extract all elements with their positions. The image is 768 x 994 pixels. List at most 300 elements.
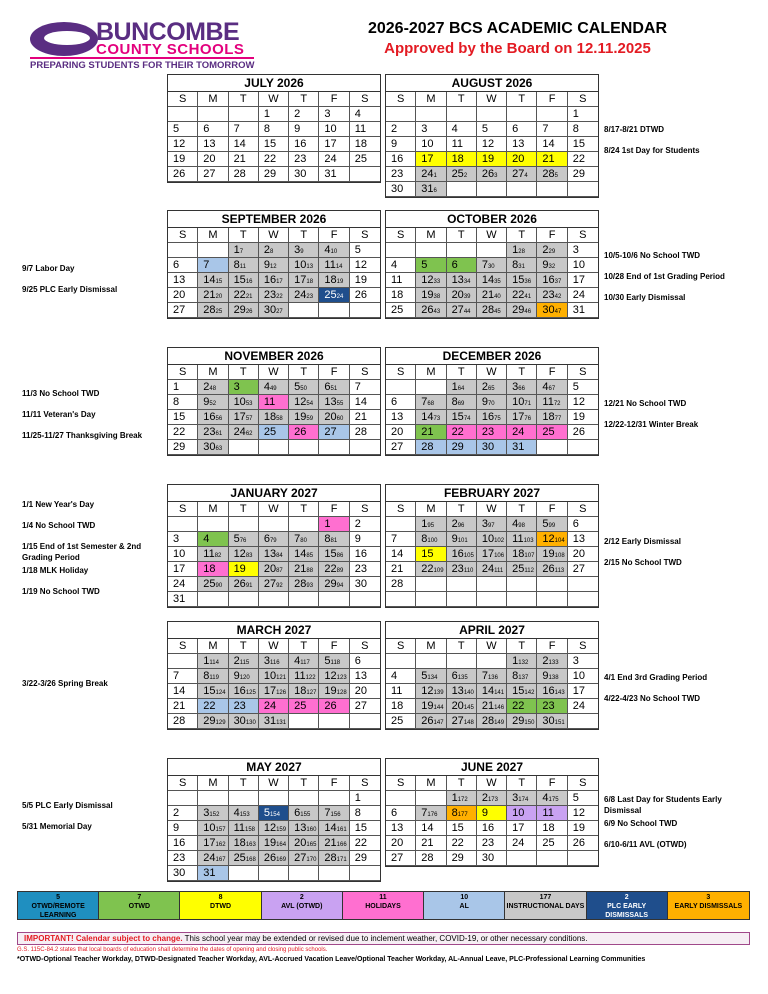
day-cell: 29 [447, 440, 477, 455]
day-cell [229, 791, 259, 806]
day-cell: 27 [350, 699, 380, 714]
day-cell: 5 [416, 258, 446, 273]
legend-item [18, 892, 99, 919]
day-cell: 23 [477, 836, 507, 851]
instructional-day-count: 163 [245, 842, 256, 848]
day-cell [229, 107, 259, 122]
weekday-header: S [350, 228, 380, 243]
day-cell: 1384 [259, 547, 289, 562]
instructional-day-count: 61 [215, 431, 223, 437]
day-cell: 5 [568, 380, 598, 395]
weekday-header: T [229, 92, 259, 107]
calendar-note: 6/10-6/11 AVL (OTWD) [604, 840, 687, 849]
weekday-header: S [350, 776, 380, 791]
day-cell [447, 592, 477, 607]
instructional-day-count: 157 [215, 827, 226, 833]
month-name: SEPTEMBER 2026 [168, 211, 380, 228]
day-cell [447, 107, 477, 122]
instructional-day-count: 74 [463, 416, 471, 422]
day-cell [537, 440, 567, 455]
day-cell: 1757 [229, 410, 259, 425]
day-cell: 6 [386, 806, 416, 821]
day-cell: 21 [386, 562, 416, 577]
weekday-header: T [229, 502, 259, 517]
day-cell: 1516 [229, 273, 259, 288]
day-cell: 27 [319, 425, 349, 440]
logo-subname: COUNTY SCHOOLS [96, 41, 245, 58]
month-calendar [385, 758, 599, 867]
day-cell: 1536 [507, 273, 537, 288]
day-cell: 599 [537, 517, 567, 532]
instructional-day-count: 142 [524, 690, 535, 696]
day-cell: 1435 [477, 273, 507, 288]
instructional-day-count: 128 [336, 690, 347, 696]
instructional-day-count: 94 [336, 583, 344, 589]
instructional-day-count: 5 [554, 173, 559, 179]
month-name: NOVEMBER 2026 [168, 348, 380, 365]
instructional-day-count: 96 [457, 523, 465, 529]
day-cell: 2039 [447, 288, 477, 303]
day-cell: 12123 [319, 669, 349, 684]
day-cell: 679 [259, 532, 289, 547]
day-cell: 28 [416, 440, 446, 455]
calendar-note: 5/5 PLC Early Dismissal [22, 801, 113, 810]
day-cell: 9120 [229, 669, 259, 684]
instructional-day-count: 101 [457, 538, 468, 544]
day-cell: 24 [507, 425, 537, 440]
legend-label: EARLY DISMISSALS [674, 903, 743, 910]
day-cell: 21 [168, 699, 198, 714]
instructional-day-count: 1 [433, 173, 437, 179]
weekday-header: T [507, 502, 537, 517]
day-cell: 1 [319, 517, 349, 532]
legend-count: 11 [379, 894, 387, 901]
instructional-day-count: 32 [548, 264, 556, 270]
instructional-day-count: 84 [276, 553, 283, 559]
instructional-day-count: 58 [276, 416, 283, 422]
day-cell: 2060 [319, 410, 349, 425]
legend-label: AL [459, 903, 469, 910]
day-cell: 11 [447, 137, 477, 152]
day-cell: 25112 [507, 562, 537, 577]
instructional-day-count: 147 [433, 720, 444, 726]
instructional-day-count: 28 [518, 249, 525, 255]
day-cell: 26 [568, 836, 598, 851]
weekday-header: T [229, 639, 259, 654]
day-cell: 11 [350, 122, 380, 137]
day-cell: 3 [416, 122, 446, 137]
day-cell: 26 [168, 167, 198, 182]
instructional-day-count: 109 [433, 568, 444, 574]
day-cell [168, 517, 198, 532]
day-cell: 7 [386, 532, 416, 547]
day-cell: 23110 [447, 562, 477, 577]
day-cell: 22 [447, 836, 477, 851]
day-cell: 29 [168, 440, 198, 455]
day-cell: 811 [229, 258, 259, 273]
day-cell: 31131 [259, 714, 289, 729]
day-cell: 29129 [198, 714, 228, 729]
day-cell: 831 [507, 258, 537, 273]
day-cell [168, 107, 198, 122]
instructional-day-count: 76 [524, 416, 532, 422]
weekday-header: M [198, 776, 228, 791]
weekday-header: S [568, 639, 598, 654]
day-cell: 1485 [289, 547, 319, 562]
instructional-day-count: 131 [276, 720, 287, 726]
calendar-note: 10/28 End of 1st Grading Period [604, 272, 725, 281]
instructional-day-count: 90 [215, 583, 223, 589]
day-cell: 26 [568, 425, 598, 440]
day-cell: 22 [507, 699, 537, 714]
instructional-day-count: 11 [239, 264, 246, 270]
day-cell: 31 [319, 167, 349, 182]
month-calendar [385, 210, 599, 319]
day-cell: 22 [259, 152, 289, 167]
day-cell: 1114 [198, 654, 228, 669]
day-cell: 9 [168, 821, 198, 836]
instructional-day-count: 20 [215, 294, 223, 300]
day-cell [319, 791, 349, 806]
day-cell: 3152 [198, 806, 228, 821]
day-cell: 23 [537, 699, 567, 714]
day-cell: 18 [447, 152, 477, 167]
day-cell: 296 [447, 517, 477, 532]
instructional-day-count: 118 [330, 660, 341, 666]
month-name: FEBRUARY 2027 [386, 485, 598, 502]
month-calendar [167, 74, 381, 183]
instructional-day-count: 155 [300, 812, 311, 818]
month-calendar [385, 484, 599, 608]
calendar-note: 8/17-8/21 DTWD [604, 125, 665, 134]
day-cell: 29 [350, 851, 380, 866]
day-cell: 2590 [198, 577, 228, 592]
month-name: MAY 2027 [168, 759, 380, 776]
weekday-header: T [289, 776, 319, 791]
day-cell: 18163 [229, 836, 259, 851]
day-cell: 1254 [289, 395, 319, 410]
day-cell: 9 [289, 122, 319, 137]
day-cell: 26113 [537, 562, 567, 577]
calendar-note: 1/19 No School TWD [22, 587, 100, 596]
day-cell: 1718 [289, 273, 319, 288]
day-cell: 25 [289, 699, 319, 714]
day-cell: 25 [350, 152, 380, 167]
instructional-day-count: 146 [494, 705, 505, 711]
day-cell: 30 [289, 167, 319, 182]
day-cell: 30 [477, 440, 507, 455]
day-cell: 128 [507, 243, 537, 258]
day-cell [350, 592, 380, 607]
instructional-day-count: 24 [336, 294, 344, 300]
weekday-header: S [568, 502, 598, 517]
weekday-header: T [507, 228, 537, 243]
weekday-header: S [350, 639, 380, 654]
weekday-header: T [229, 228, 259, 243]
day-cell: 7 [168, 669, 198, 684]
calendar-note: 9/7 Labor Day [22, 264, 75, 273]
instructional-day-count: 111 [494, 568, 504, 574]
day-cell [386, 107, 416, 122]
day-cell: 6 [386, 395, 416, 410]
day-cell [416, 380, 446, 395]
day-cell: 1415 [198, 273, 228, 288]
page-title: 2026-2027 BCS ACADEMIC CALENDAR [367, 20, 668, 37]
instructional-day-count: 93 [306, 583, 314, 589]
day-cell [350, 866, 380, 881]
day-cell: 21 [229, 152, 259, 167]
day-cell: 25 [259, 425, 289, 440]
day-cell: 2115 [229, 654, 259, 669]
day-cell: 15124 [198, 684, 228, 699]
weekday-header: W [259, 365, 289, 380]
day-cell [289, 440, 319, 455]
weekday-header: M [198, 228, 228, 243]
day-cell [259, 592, 289, 607]
day-cell: 4 [350, 107, 380, 122]
instructional-day-count: 171 [336, 857, 347, 863]
day-cell [477, 577, 507, 592]
day-cell: 2289 [319, 562, 349, 577]
weekday-header: W [477, 639, 507, 654]
day-cell: 14 [416, 821, 446, 836]
day-cell: 11 [259, 395, 289, 410]
day-cell: 1233 [416, 273, 446, 288]
day-cell: 1 [259, 107, 289, 122]
day-cell: 27 [198, 167, 228, 182]
weekday-header: M [198, 502, 228, 517]
weekday-header: M [416, 365, 446, 380]
weekday-header: M [198, 639, 228, 654]
day-cell: 30 [477, 851, 507, 866]
day-cell: 7 [350, 380, 380, 395]
day-cell: 13 [350, 669, 380, 684]
day-cell: 22 [168, 425, 198, 440]
weekday-header: F [319, 639, 349, 654]
calendar-note: 12/21 No School TWD [604, 399, 687, 408]
instructional-day-count: 23 [306, 294, 314, 300]
weekday-header: T [289, 365, 319, 380]
day-cell [168, 791, 198, 806]
weekday-header: S [168, 502, 198, 517]
weekday-header: S [386, 776, 416, 791]
day-cell: 2845 [477, 303, 507, 318]
day-cell: 10 [319, 122, 349, 137]
day-cell: 21 [416, 836, 446, 851]
day-cell [319, 714, 349, 729]
calendar-note: 2/15 No School TWD [604, 558, 682, 567]
day-cell: 11 [386, 273, 416, 288]
day-cell [537, 851, 567, 866]
day-cell: 23 [477, 425, 507, 440]
month-name: MARCH 2027 [168, 622, 380, 639]
day-cell: 5134 [416, 669, 446, 684]
day-cell: 3 [568, 654, 598, 669]
day-cell [416, 107, 446, 122]
weekday-header: S [168, 776, 198, 791]
day-cell: 17 [507, 821, 537, 836]
instructional-day-count: 56 [215, 416, 223, 422]
day-cell: 248 [198, 380, 228, 395]
instructional-day-count: 120 [239, 675, 250, 681]
weekday-header: S [350, 502, 380, 517]
day-cell: 12 [477, 137, 507, 152]
day-cell: 274 [507, 167, 537, 182]
day-cell: 780 [289, 532, 319, 547]
day-cell: 263 [477, 167, 507, 182]
instructional-day-count: 6 [433, 188, 437, 194]
day-cell: 27 [386, 440, 416, 455]
day-cell: 397 [477, 517, 507, 532]
day-cell: 17126 [259, 684, 289, 699]
weekday-header: T [229, 365, 259, 380]
day-cell: 18 [386, 288, 416, 303]
day-cell: 17 [319, 137, 349, 152]
calendar-note: 11/11 Veteran's Day [22, 410, 96, 419]
instructional-day-count: 159 [276, 827, 287, 833]
day-cell: 29 [259, 167, 289, 182]
day-cell: 7 [537, 122, 567, 137]
day-cell: 5 [350, 243, 380, 258]
day-cell: 2133 [537, 654, 567, 669]
instructional-day-count: 107 [524, 553, 535, 559]
weekday-header: T [289, 502, 319, 517]
day-cell: 229 [537, 243, 567, 258]
instructional-day-count: 82 [214, 553, 222, 559]
day-cell: 21 [350, 410, 380, 425]
day-cell: 1172 [447, 791, 477, 806]
instructional-day-count: 49 [269, 386, 277, 392]
instructional-day-count: 39 [463, 294, 471, 300]
instructional-day-count: 86 [336, 553, 344, 559]
day-cell: 13 [386, 821, 416, 836]
instructional-day-count: 62 [245, 431, 253, 437]
weekday-header: T [507, 639, 537, 654]
weekday-header: S [168, 92, 198, 107]
day-cell: 9101 [447, 532, 477, 547]
weekday-header: S [168, 639, 198, 654]
day-cell: 4 [198, 532, 228, 547]
day-cell [416, 577, 446, 592]
instructional-day-count: 136 [487, 675, 498, 681]
day-cell: 8137 [507, 669, 537, 684]
day-cell: 6 [350, 654, 380, 669]
day-cell: 3 [168, 532, 198, 547]
day-cell: 576 [229, 532, 259, 547]
day-cell: 8 [259, 122, 289, 137]
day-cell: 20 [386, 836, 416, 851]
day-cell: 25 [537, 425, 567, 440]
abbreviation-definitions: *OTWD-Optional Teacher Workday, DTWD-Designated Teacher Workday, AVL-Accrued Vacation Leave/Optional Teacher Workday, AL-Annual Leave, PLC-Professional Learning Communities [17, 956, 646, 963]
day-cell [289, 866, 319, 881]
weekday-header: S [568, 776, 598, 791]
weekday-header: T [507, 776, 537, 791]
day-cell [289, 714, 319, 729]
day-cell: 28171 [319, 851, 349, 866]
day-cell [386, 791, 416, 806]
day-cell: 366 [507, 380, 537, 395]
day-cell: 19108 [537, 547, 567, 562]
important-label: IMPORTANT! Calendar subject to change. [24, 934, 183, 943]
instructional-day-count: 165 [306, 842, 317, 848]
instructional-day-count: 15 [215, 279, 223, 285]
day-cell: 28 [386, 577, 416, 592]
day-cell: 9138 [537, 669, 567, 684]
legend-count: 3 [706, 894, 711, 901]
day-cell [319, 440, 349, 455]
instructional-day-count: 134 [427, 675, 438, 681]
weekday-header: T [447, 92, 477, 107]
day-cell: 28 [350, 425, 380, 440]
day-cell: 16 [350, 547, 380, 562]
instructional-day-count: 151 [554, 720, 565, 726]
day-cell: 23 [289, 152, 319, 167]
day-cell [350, 303, 380, 318]
legend-item [587, 892, 668, 919]
instructional-day-count: 156 [330, 812, 341, 818]
instructional-day-count: 9 [300, 249, 304, 255]
day-cell: 12 [168, 137, 198, 152]
day-cell: 3 [319, 107, 349, 122]
instructional-day-count: 160 [306, 827, 317, 833]
instructional-day-count: 2 [463, 173, 468, 179]
day-cell: 5 [568, 791, 598, 806]
day-cell: 10 [168, 547, 198, 562]
day-cell: 8100 [416, 532, 446, 547]
day-cell: 1355 [319, 395, 349, 410]
day-cell: 19 [350, 273, 380, 288]
day-cell: 17 [168, 562, 198, 577]
day-cell: 21 [537, 152, 567, 167]
weekday-header: S [386, 228, 416, 243]
weekday-header: S [386, 639, 416, 654]
day-cell [477, 243, 507, 258]
day-cell: 2524 [319, 288, 349, 303]
day-cell: 12104 [537, 532, 567, 547]
day-cell: 12159 [259, 821, 289, 836]
weekday-header: F [537, 502, 567, 517]
day-cell: 14161 [319, 821, 349, 836]
day-cell: 2825 [198, 303, 228, 318]
weekday-header: W [259, 228, 289, 243]
day-cell [568, 592, 598, 607]
day-cell: 23 [386, 167, 416, 182]
day-cell: 13 [386, 410, 416, 425]
instructional-day-count: 91 [245, 583, 253, 589]
day-cell: 12139 [416, 684, 446, 699]
day-cell: 24 [507, 836, 537, 851]
day-cell: 25 [386, 714, 416, 729]
day-cell: 30 [386, 182, 416, 197]
legend-count: 177 [539, 894, 552, 901]
day-cell: 19 [477, 152, 507, 167]
weekday-header: F [319, 365, 349, 380]
instructional-day-count: 97 [487, 523, 495, 529]
instructional-day-count: 175 [548, 797, 559, 803]
day-cell: 932 [537, 258, 567, 273]
day-cell: 2643 [416, 303, 446, 318]
day-cell: 2322 [259, 288, 289, 303]
instructional-day-count: 80 [300, 538, 307, 544]
instructional-day-count: 102 [494, 538, 505, 544]
day-cell: 1586 [319, 547, 349, 562]
day-cell: 7176 [416, 806, 446, 821]
day-cell: 18 [350, 137, 380, 152]
calendar-note: 4/22-4/23 No School TWD [604, 694, 701, 703]
legend-label: HOLIDAYS [365, 903, 401, 910]
day-cell: 30151 [537, 714, 567, 729]
month-name: AUGUST 2026 [386, 75, 598, 92]
